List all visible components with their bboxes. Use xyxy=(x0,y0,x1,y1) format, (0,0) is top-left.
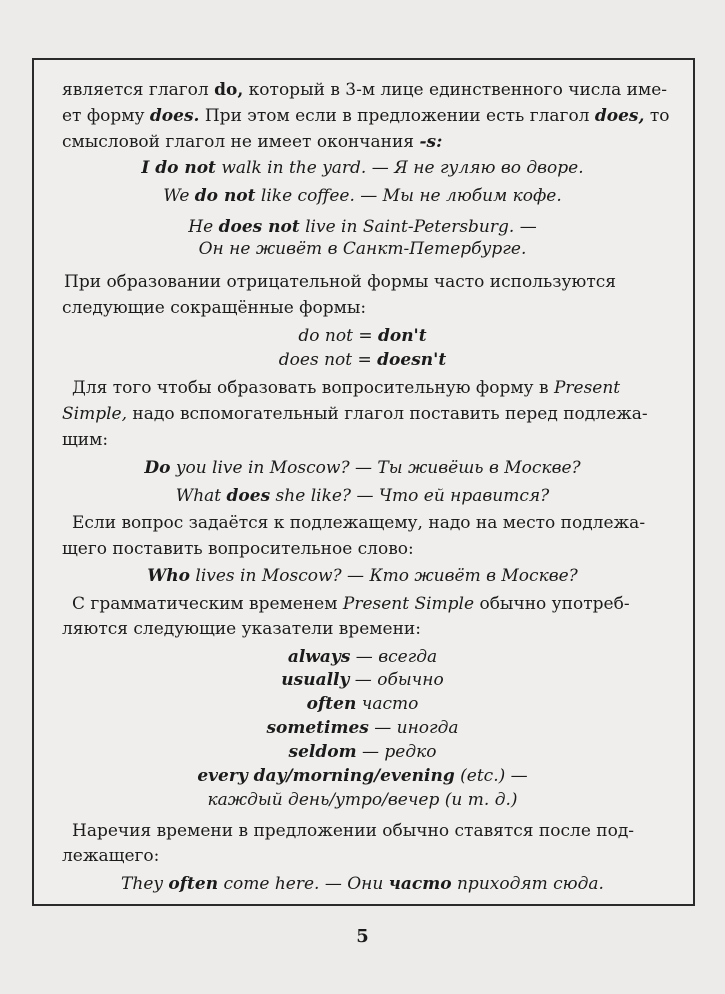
example-subject-question: Who lives in Moscow? — Кто живёт в Москве? xyxy=(147,566,578,586)
intro-line-1: является глагол do, который в 3-м лице единственного числа име- xyxy=(62,80,667,100)
intro-line-3: смысловой глагол не имеет окончания -s: xyxy=(62,132,443,152)
marker-often: often часто xyxy=(306,694,419,714)
question-paragraph-3: щим: xyxy=(62,430,109,450)
contractions-paragraph-2: следующие сокращённые формы: xyxy=(62,298,367,318)
marker-every-day-translation: каждый день/утро/вечер (и т. д.) xyxy=(207,790,518,810)
markers-paragraph-2: ляются следующие указатели времени: xyxy=(62,619,421,639)
example-question-2: What does she like? — Что ей нравится? xyxy=(175,486,550,506)
page-number: 5 xyxy=(356,926,369,947)
example-question-1: Do you live in Moscow? — Ты живёшь в Москве? xyxy=(144,458,581,478)
intro-line-2: ет форму does. При этом если в предложении есть глагол does, то xyxy=(62,106,670,126)
subject-question-paragraph-1: Если вопрос задаётся к подлежащему, надо на место подлежа- xyxy=(72,513,646,533)
adverbs-paragraph-1: Наречия времени в предложении обычно ставятся после под- xyxy=(72,821,635,841)
term-does-2: does, xyxy=(594,106,645,126)
example-adverb: They often come here. — Они часто приходят сюда. xyxy=(121,874,604,894)
contraction-doesnt: does not = doesn't xyxy=(278,350,447,370)
marker-always: always — всегда xyxy=(287,647,438,667)
example-negative-1: I do not walk in the yard. — Я не гуляю во дворе. xyxy=(141,158,584,178)
term-do: do, xyxy=(214,80,244,100)
term-s-ending: -s: xyxy=(419,132,443,152)
contractions-paragraph-1: При образовании отрицательной формы часто используются xyxy=(64,272,616,292)
marker-seldom: seldom — редко xyxy=(288,742,437,762)
question-paragraph-1: Для того чтобы образовать вопросительную форму в Present xyxy=(72,378,621,398)
marker-usually: usually — обычно xyxy=(281,670,444,690)
markers-paragraph-1: С грамматическим временем Present Simple обычно употреб- xyxy=(72,594,630,614)
example-negative-3: He does not live in Saint-Petersburg. — xyxy=(188,217,537,237)
marker-sometimes: sometimes — иногда xyxy=(266,718,459,738)
adverbs-paragraph-2: лежащего: xyxy=(62,846,160,866)
marker-every-day: every day/morning/evening (etc.) — xyxy=(197,766,528,786)
question-paragraph-2: Simple, надо вспомогательный глагол поставить перед подлежа- xyxy=(62,404,648,424)
term-does: does. xyxy=(149,106,200,126)
contraction-dont: do not = don't xyxy=(298,326,427,346)
example-negative-3-translation: Он не живёт в Санкт-Петербурге. xyxy=(198,239,527,259)
example-negative-2: We do not like coffee. — Мы не любим кофе. xyxy=(163,186,562,206)
subject-question-paragraph-2: щего поставить вопросительное слово: xyxy=(62,539,414,559)
